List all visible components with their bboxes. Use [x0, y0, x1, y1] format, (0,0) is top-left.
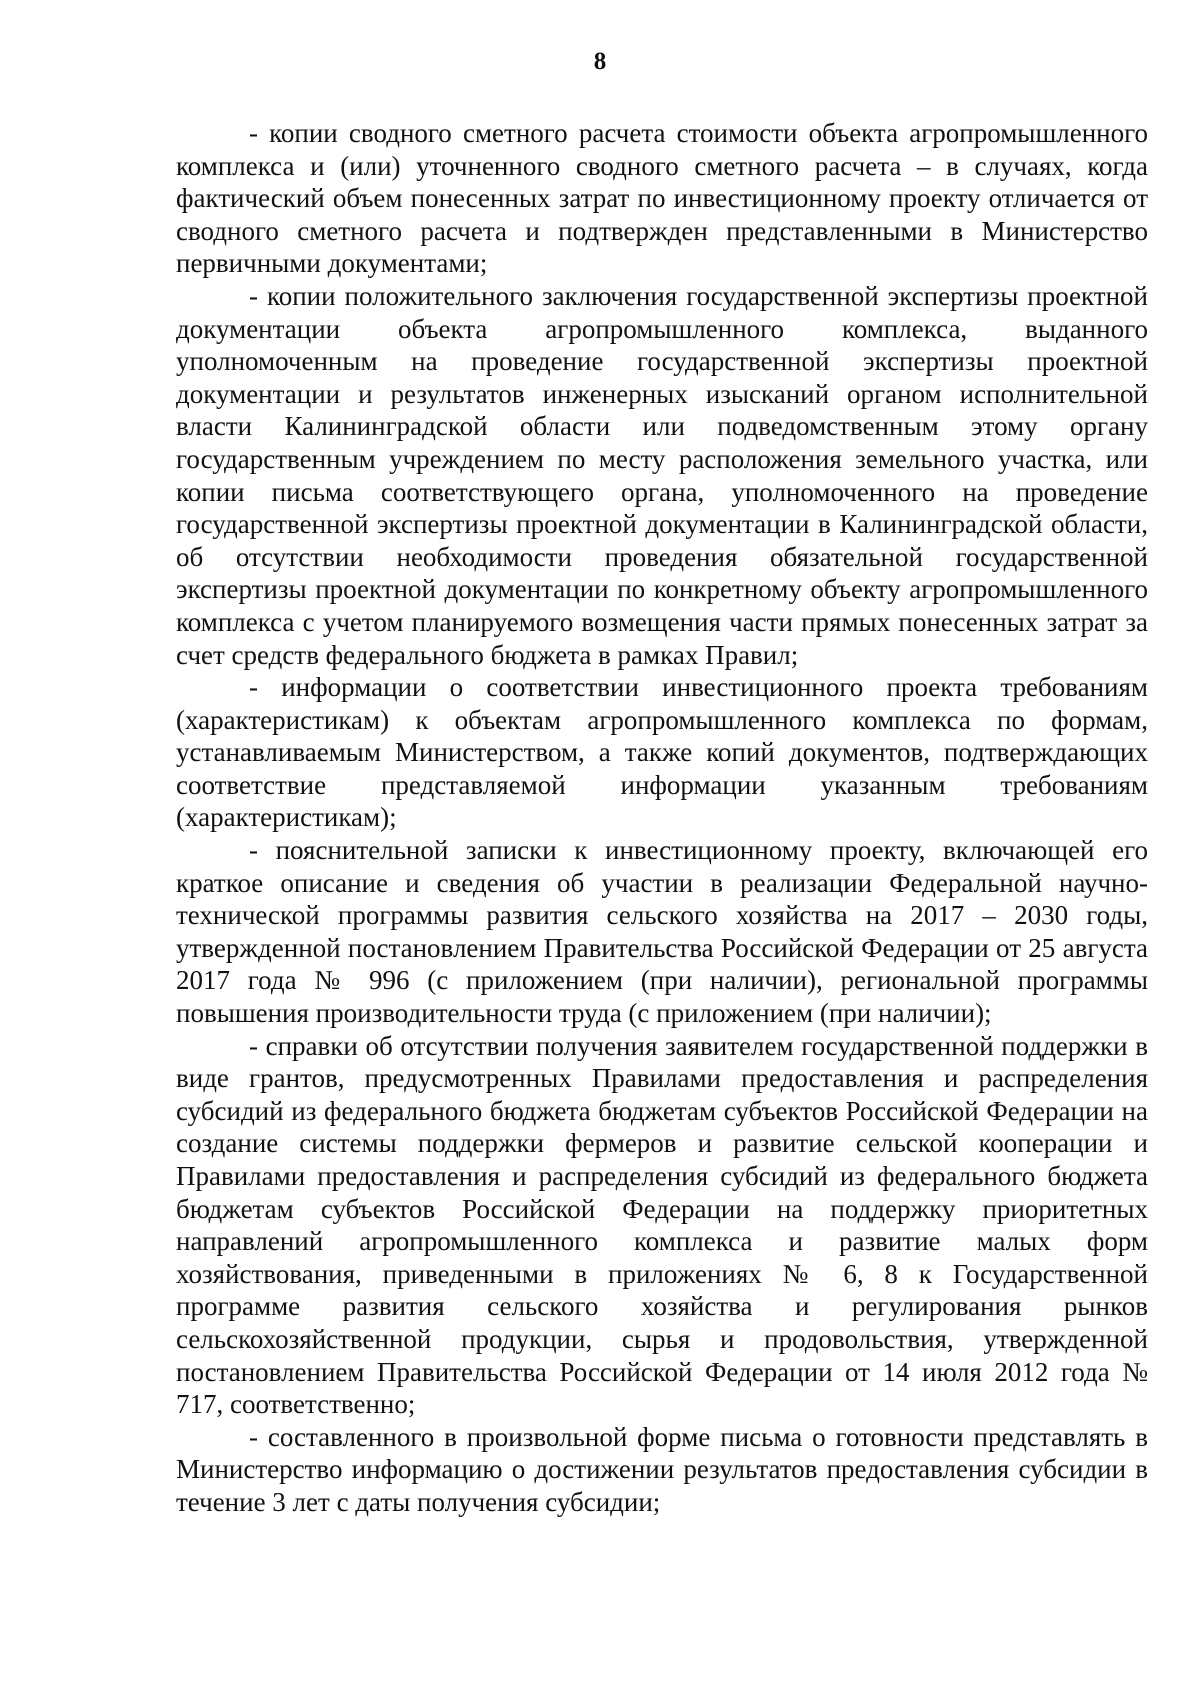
page-number: 8	[593, 48, 607, 75]
list-item: - копии положительного заключения государственной экспертизы проектной документации объекта агропромышленного комплекса, выданного уполномоченным на проведение государственной экспертизы проектной документации и результатов инженерных изысканий органом исполнительной власти Калининградской области или подведомственным этому органу государственным учреждением по месту расположения земельного участка, или копии письма соответствующего органа, уполномоченного на проведение государственной экспертизы проектной документации в Калининградской области, об отсутствии необходимости проведения обязательной государственной экспертизы проектной документации по конкретному объекту агропромышленного комплекса с учетом планируемого возмещения части прямых понесенных затрат за счет средств федерального бюджета в рамках Правил;	[176, 280, 1148, 670]
list-item: - справки об отсутствии получения заявителем государственной поддержки в виде грантов, предусмотренных Правилами предоставления и распределения субсидий из федерального бюджета бюджетам субъектов Российской Федерации на создание системы поддержки фермеров и развитие сельской кооперации и Правилами предоставления и распределения субсидий из федерального бюджета бюджетам субъектов Российской Федерации на поддержку приоритетных направлений агропромышленного комплекса и развитие малых форм хозяйствования, приведенными в приложениях № 6, 8 к Государственной программе развития сельского хозяйства и регулирования рынков сельскохозяйственной продукции, сырья и продовольствия, утвержденной постановлением Правительства Российской Федерации от 14 июля 2012 года № 717, соответственно;	[176, 1030, 1148, 1420]
document-body	[176, 117, 1148, 1519]
list-item: - копии сводного сметного расчета стоимости объекта агропромышленного комплекса и (или) уточненного сводного сметного расчета – в случаях, когда фактический объем понесенных затрат по инвестиционному проекту отличается от сводного сметного расчета и подтвержден представленными в Министерство первичными документами;	[176, 118, 1148, 279]
list-item: - составленного в произвольной форме письма о готовности представлять в Министерство информацию о достижении результатов предоставления субсидии в течение 3 лет с даты получения субсидии;	[176, 1421, 1148, 1517]
list-item: - пояснительной записки к инвестиционному проекту, включающей его краткое описание и сведения об участии в реализации Федеральной научно-технической программы развития сельского хозяйства на 2017 – 2030 годы, утвержденной постановлением Правительства Российской Федерации от 25 августа 2017 года № 996 (с приложением (при наличии), региональной программы повышения производительности труда (с приложением (при наличии);	[176, 835, 1148, 1029]
list-item: - информации о соответствии инвестиционного проекта требованиям (характеристикам) к объектам агропромышленного комплекса по формам, устанавливаемым Министерством, а также копий документов, подтверждающих соответствие представляемой информации указанным требованиям (характеристикам);	[176, 672, 1148, 833]
